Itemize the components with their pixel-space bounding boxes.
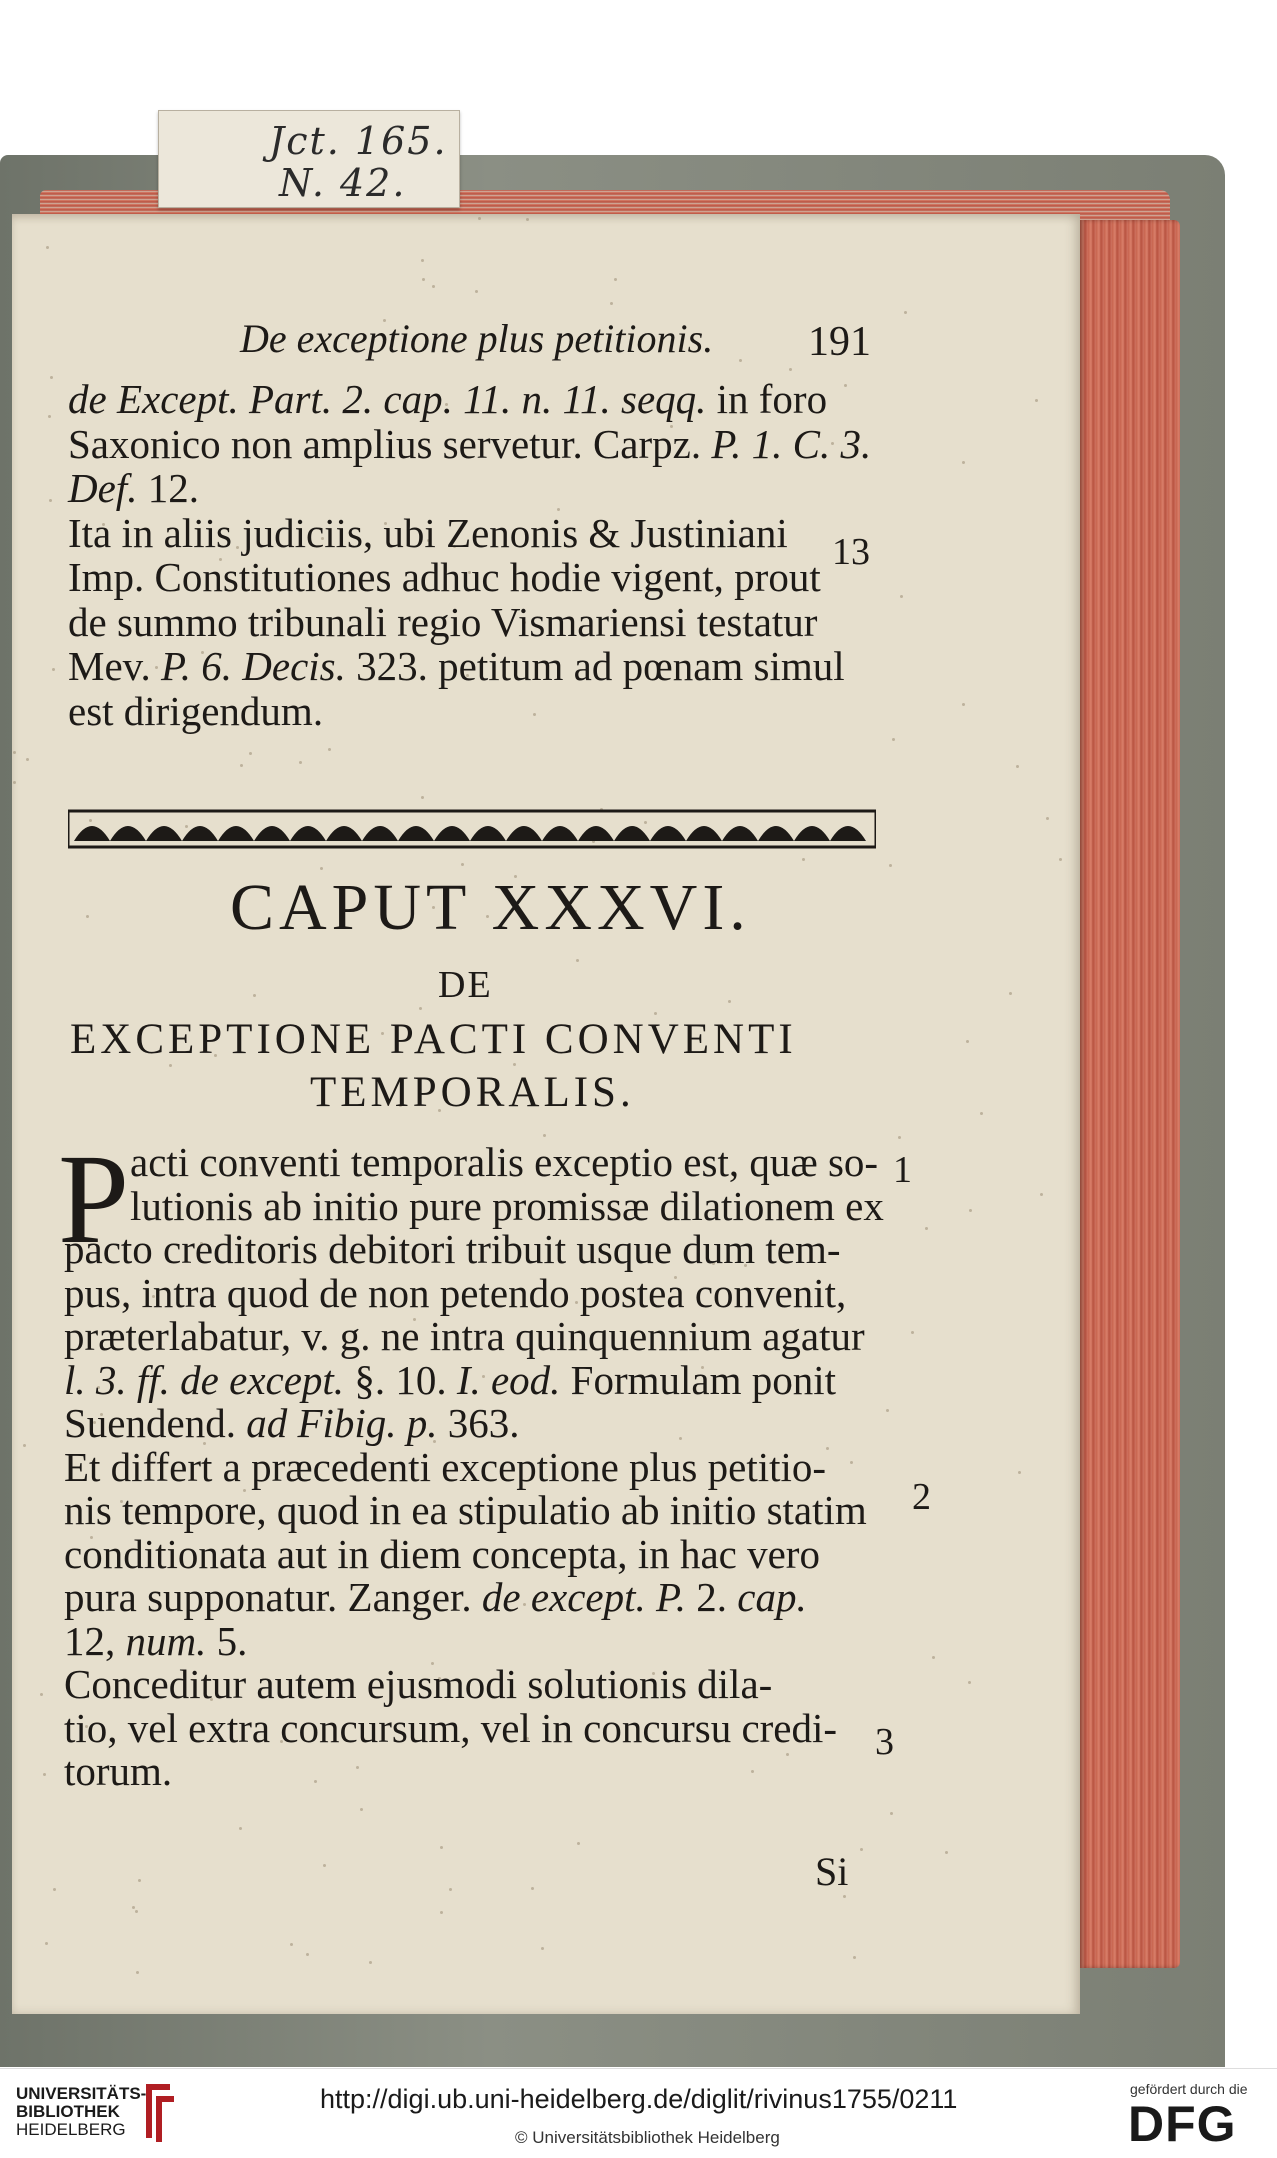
chapter-subheading-line-2: TEMPORALIS. [310, 1069, 635, 1116]
text-line [64, 1399, 520, 1447]
text-line [64, 1486, 867, 1534]
paper-speck [962, 461, 965, 464]
paper-speck [844, 384, 847, 387]
text-segment: pus, intra quod de non petendo postea convenit, [64, 1269, 847, 1316]
margin-number-1: 1 [893, 1149, 912, 1191]
paper-speck [328, 748, 331, 751]
paper-speck [49, 499, 52, 502]
paper-speck [843, 1895, 846, 1898]
ornament-unit [542, 826, 578, 841]
text-segment: I. eod. [456, 1356, 561, 1403]
text-segment: de except. P. [481, 1574, 687, 1620]
paper-speck [679, 1437, 682, 1440]
text-segment: l. 3. ff. de except. [64, 1356, 345, 1403]
margin-number: 13 [832, 531, 870, 573]
paper-speck [421, 259, 424, 262]
paper-speck [421, 796, 424, 799]
paper-speck [356, 1766, 359, 1769]
paper-speck [962, 703, 965, 706]
ornament-unit [722, 826, 758, 841]
text-segment: nis tempore, quod in ea stipulatio ab initio statim [64, 1487, 867, 1533]
paper-speck [543, 1134, 546, 1137]
ornament-unit [110, 826, 146, 841]
text-segment: est dirigendum. [68, 687, 324, 734]
paper-speck [826, 1447, 829, 1450]
text-segment: P. 6. Decis. [161, 643, 346, 689]
ornament-unit [146, 826, 182, 841]
funded-by-label: gefördert durch die [1130, 2081, 1248, 2097]
paper-speck [23, 1444, 26, 1447]
paper-speck [461, 863, 464, 866]
paper-speck [86, 915, 89, 918]
text-segment: in foro [706, 376, 828, 422]
ornament-unit [326, 826, 362, 841]
paper-speck [299, 761, 302, 764]
text-segment: pacto creditoris debitori tribuit usque dum tem- [64, 1226, 841, 1272]
paper-speck [1018, 1471, 1021, 1474]
text-line [64, 1443, 826, 1491]
paper-speck [969, 1209, 972, 1212]
paper-speck [50, 376, 53, 379]
ornament-unit [758, 826, 794, 841]
paper-speck [53, 1888, 56, 1891]
paper-speck [614, 278, 617, 281]
paper-speck [48, 415, 51, 418]
library-logo-icon [140, 2080, 178, 2144]
text-segment: de Except. Part. 2. cap. 11. n. 11. [68, 376, 621, 422]
text-segment: ad Fibig. p. [246, 1400, 438, 1446]
paper-speck [853, 1956, 856, 1959]
paper-speck [475, 290, 478, 293]
text-segment: num. [125, 1617, 207, 1664]
paper-speck [892, 738, 895, 741]
text-segment: Suendend. [64, 1400, 247, 1446]
paper-speck [13, 781, 16, 784]
text-segment: seqq. [620, 376, 707, 422]
paper-speck [751, 1770, 754, 1773]
text-line [68, 375, 827, 423]
text-line [64, 1573, 807, 1621]
ornament-unit [434, 826, 470, 841]
text-line [130, 1138, 878, 1186]
paper-speck [132, 1906, 135, 1909]
paper-speck [478, 217, 481, 220]
ornament-unit [578, 826, 614, 841]
paper-speck [904, 311, 907, 314]
paper-speck [440, 1846, 443, 1849]
paper-speck [253, 994, 256, 997]
paper-speck [422, 278, 425, 281]
text-line [64, 1660, 772, 1708]
paper-speck [239, 1827, 242, 1830]
paper-speck [890, 1812, 893, 1815]
paper-speck [898, 1136, 901, 1139]
text-line [64, 1617, 247, 1665]
text-line [64, 1269, 846, 1317]
paper-speck [802, 858, 805, 861]
text-segment: tio, vel extra concursum, vel in concursu credi- [64, 1704, 838, 1751]
text-line [64, 1530, 820, 1578]
text-segment: præterlabatur, v. g. ne intra quinquennium agatur [64, 1313, 865, 1359]
text-segment: P. 1. C. 3. [711, 420, 872, 467]
de-heading: DE [438, 964, 493, 1006]
text-segment: Et differt a præcedenti exceptione plus petitio- [64, 1443, 827, 1490]
margin-number-2: 2 [912, 1476, 931, 1518]
paper-speck [26, 758, 29, 761]
shelfmark-line-1: Jct. 165. [269, 119, 448, 163]
paper-speck [249, 752, 252, 755]
shelfmark-label [158, 110, 460, 208]
paper-speck [52, 668, 55, 671]
paper-speck [323, 1864, 326, 1867]
paper-speck [169, 1064, 172, 1067]
paper-speck [728, 1000, 731, 1003]
page-number: 191 [808, 319, 871, 365]
text-segment: Ita in aliis judiciis, ubi Zenonis & Justiniani [68, 509, 788, 556]
ornament-unit [470, 826, 506, 841]
logo-line-1: UNIVERSITÄTS- [16, 2084, 147, 2103]
paper-speck [900, 595, 903, 598]
margin-number-3: 3 [875, 1721, 894, 1763]
ornament-border [68, 805, 876, 853]
text-line [68, 420, 871, 468]
text-segment: lutionis ab initio pure promissæ dilationem ex [130, 1182, 884, 1229]
text-line [64, 1312, 865, 1360]
text-segment: de summo tribunali regio Vismariensi testatur [68, 598, 818, 645]
text-segment: Imp. Constitutiones adhuc hodie vigent, prout [68, 554, 821, 600]
ornament-unit [650, 826, 686, 841]
text-line [64, 1704, 837, 1752]
paper-speck [43, 1773, 46, 1776]
logo-line-2: BIBLIOTHEK [16, 2102, 120, 2121]
dfg-logo[interactable]: DFG [1128, 2096, 1237, 2152]
ornament-unit [290, 826, 326, 841]
paper-speck [136, 1971, 139, 1974]
text-line [68, 642, 845, 690]
paper-speck [440, 1911, 443, 1914]
text-line [130, 1182, 884, 1230]
paper-speck [526, 218, 529, 221]
text-segment: §. 10. [344, 1356, 457, 1403]
paper-speck [850, 1461, 853, 1464]
ornament-unit [74, 826, 110, 841]
paper-speck [1016, 765, 1019, 768]
text-segment: acti conventi temporalis exceptio est, quæ so- [130, 1139, 879, 1185]
text-segment: 5. [206, 1617, 248, 1664]
copyright-notice: © Universitätsbibliothek Heidelberg [515, 2128, 780, 2147]
paper-speck [739, 359, 742, 362]
paper-speck [531, 1887, 534, 1890]
text-segment: Conceditur autem ejusmodi solutionis dila- [64, 1661, 773, 1707]
text-segment: 363. [437, 1400, 520, 1446]
text-segment: 12. [137, 465, 199, 511]
ornament-unit [218, 826, 254, 841]
text-line [68, 509, 788, 557]
paper-speck [966, 1040, 969, 1043]
paper-speck [610, 302, 613, 305]
text-segment: Mev. [68, 643, 161, 689]
paper-speck [135, 1910, 138, 1913]
permalink-url[interactable]: http://digi.ub.uni-heidelberg.de/diglit/rivinus1755/0211 [320, 2084, 958, 2114]
text-segment: 2. [686, 1574, 738, 1620]
paper-speck [449, 1888, 452, 1891]
paper-speck [533, 713, 536, 716]
ornament-unit [794, 826, 830, 841]
paper-speck [945, 1851, 948, 1854]
text-segment: Saxonico non amplius servetur. Carpz. [68, 420, 712, 467]
text-segment: torum. [64, 1748, 173, 1794]
text-line [68, 687, 323, 735]
paper-speck [13, 751, 16, 754]
paper-speck [314, 1780, 317, 1783]
ornament-unit [614, 826, 650, 841]
chapter-heading: CAPUT XXXVI. [230, 871, 751, 944]
text-segment: Def. [68, 465, 138, 511]
paper-speck [432, 285, 435, 288]
catchword: Si [815, 1849, 849, 1894]
drop-cap: P [58, 1128, 130, 1270]
paper-speck [932, 1656, 935, 1659]
ornament-unit [506, 826, 542, 841]
paper-speck [40, 1693, 43, 1696]
paper-speck [925, 1227, 928, 1230]
paper-speck [786, 1753, 789, 1756]
ornament-unit [182, 826, 218, 841]
text-line [64, 1225, 841, 1273]
ornament-unit [398, 826, 434, 841]
paper-speck [1009, 992, 1012, 995]
ornament-unit [362, 826, 398, 841]
text-line [68, 553, 821, 601]
paper-speck [577, 1842, 580, 1845]
ornament-unit [254, 826, 290, 841]
text-segment: 323. petitum ad pœnam simul [345, 643, 845, 689]
text-segment: pura supponatur. Zanger. [64, 1574, 482, 1620]
paper-speck [419, 1007, 422, 1010]
paper-speck [1035, 399, 1038, 402]
paper-speck [240, 764, 243, 767]
paper-speck [138, 1879, 141, 1882]
red-page-edges [1080, 220, 1180, 1968]
paper-speck [290, 1943, 293, 1946]
paper-speck [306, 1953, 309, 1956]
text-line [64, 1747, 172, 1795]
paper-speck [46, 246, 49, 249]
paper-speck [1040, 1193, 1043, 1196]
paper-speck [1059, 858, 1062, 861]
chapter-subheading-line-1: EXCEPTIONE PACTI CONVENTI [70, 1016, 797, 1063]
text-line [68, 464, 199, 512]
logo-line-3: HEIDELBERG [16, 2120, 126, 2139]
paper-speck [968, 1681, 971, 1684]
paper-speck [1046, 817, 1049, 820]
text-segment: conditionata aut in diem concepta, in hac vero [64, 1530, 820, 1577]
paper-speck [911, 1331, 914, 1334]
text-segment: cap. [737, 1574, 807, 1620]
ornament-unit [686, 826, 722, 841]
library-logo-text[interactable] [16, 2085, 146, 2139]
text-segment: Formulam ponit [560, 1356, 837, 1403]
paper-speck [860, 1848, 863, 1851]
ornament-unit [830, 826, 866, 841]
shelfmark-line-2: N. 42. [279, 161, 407, 205]
running-head: De exceptione plus petitionis. [240, 316, 714, 361]
paper-speck [886, 1409, 889, 1412]
text-line [64, 1356, 836, 1404]
paper-speck [360, 1808, 363, 1811]
paper-speck [889, 864, 892, 867]
paper-speck [789, 368, 792, 371]
text-segment: 12, [64, 1617, 126, 1664]
text-line [68, 598, 817, 646]
paper-speck [980, 1112, 983, 1115]
paper-speck [369, 1961, 372, 1964]
paper-speck [541, 1947, 544, 1950]
paper-speck [45, 1942, 48, 1945]
paper-speck [576, 959, 579, 962]
